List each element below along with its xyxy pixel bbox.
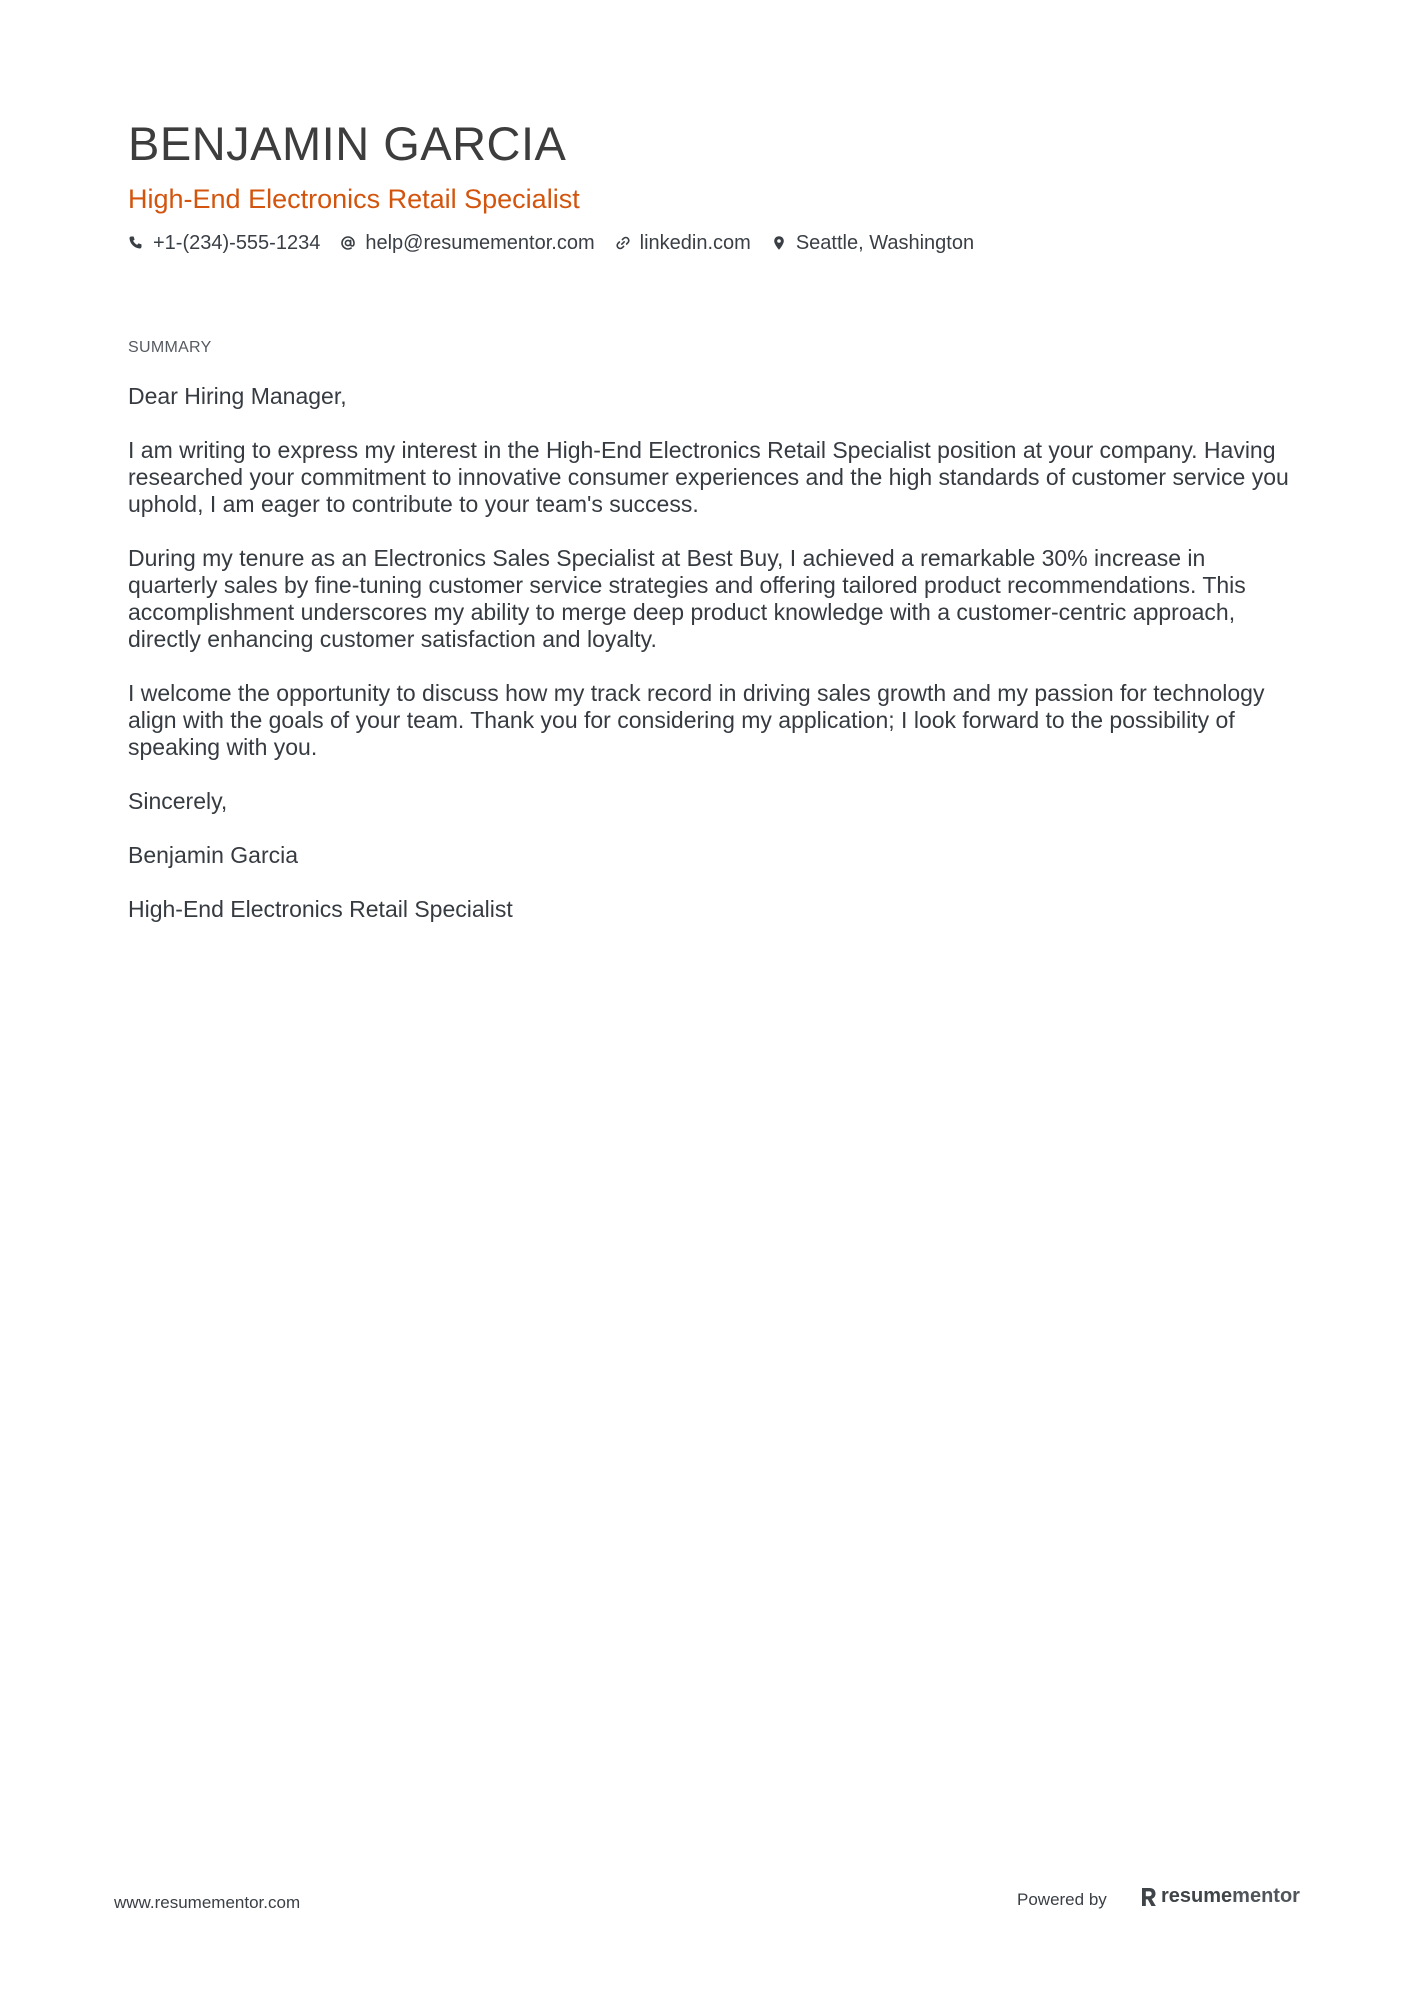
letter-paragraph: During my tenure as an Electronics Sales Specialist at Best Buy, I achieved a remarkable 30% increase in quarterly sales by fine-tuning customer service strategies and offering tailored product recommendations. This accomplishment underscores my ability to merge deep product knowledge with a customer-centric approach, directly enhancing customer satisfaction and loyalty. [128,545,1246,652]
contact-email-text[interactable]: help@resumementor.com [365,232,595,254]
contact-phone-text: +1-(234)-555-1234 [153,232,321,254]
contact-linkedin-text[interactable]: linkedin.com [639,232,751,254]
phone-icon [128,235,144,251]
header [128,112,1288,256]
section-label-summary: SUMMARY [128,339,212,356]
candidate-name: BENJAMIN GARCIA [128,117,567,170]
letter-paragraph: I am writing to express my interest in the High-End Electronics Retail Specialist position at your company. Having researched your commitment to innovative consumer experiences and the high standards of customer service you uphold, I am eager to contribute to your team's success. [128,437,1289,517]
candidate-role: High-End Electronics Retail Specialist [128,184,580,214]
contact-row [128,230,1288,256]
contact-phone [128,230,320,256]
resumementor-logo-icon [1140,1886,1157,1908]
brand-text-resume: resume [1161,1885,1233,1907]
contact-location-text: Seattle, Washington [795,232,975,254]
location-pin-icon [771,235,787,251]
contact-email[interactable] [340,230,594,256]
letter-paragraph: I welcome the opportunity to discuss how my track record in driving sales growth and my passion for technology align with the goals of your team. Thank you for considering my application; I look forward to the possibility of speaking with you. [128,680,1265,760]
signature-title: High-End Electronics Retail Specialist [128,896,513,922]
contact-location [771,230,974,256]
brand-text-mentor: mentor [1232,1885,1300,1907]
contact-linkedin[interactable] [615,230,751,256]
signature-name: Benjamin Garcia [128,842,299,868]
brand-logo[interactable] [1140,1885,1300,1908]
footer-url[interactable]: www.resumementor.com [114,1893,301,1912]
at-icon [340,235,356,251]
link-icon [615,235,631,251]
letter-greeting: Dear Hiring Manager, [128,383,347,409]
powered-by-label: Powered by [1017,1890,1107,1909]
letter-closing: Sincerely, [128,788,228,814]
letter-body [128,383,1298,950]
